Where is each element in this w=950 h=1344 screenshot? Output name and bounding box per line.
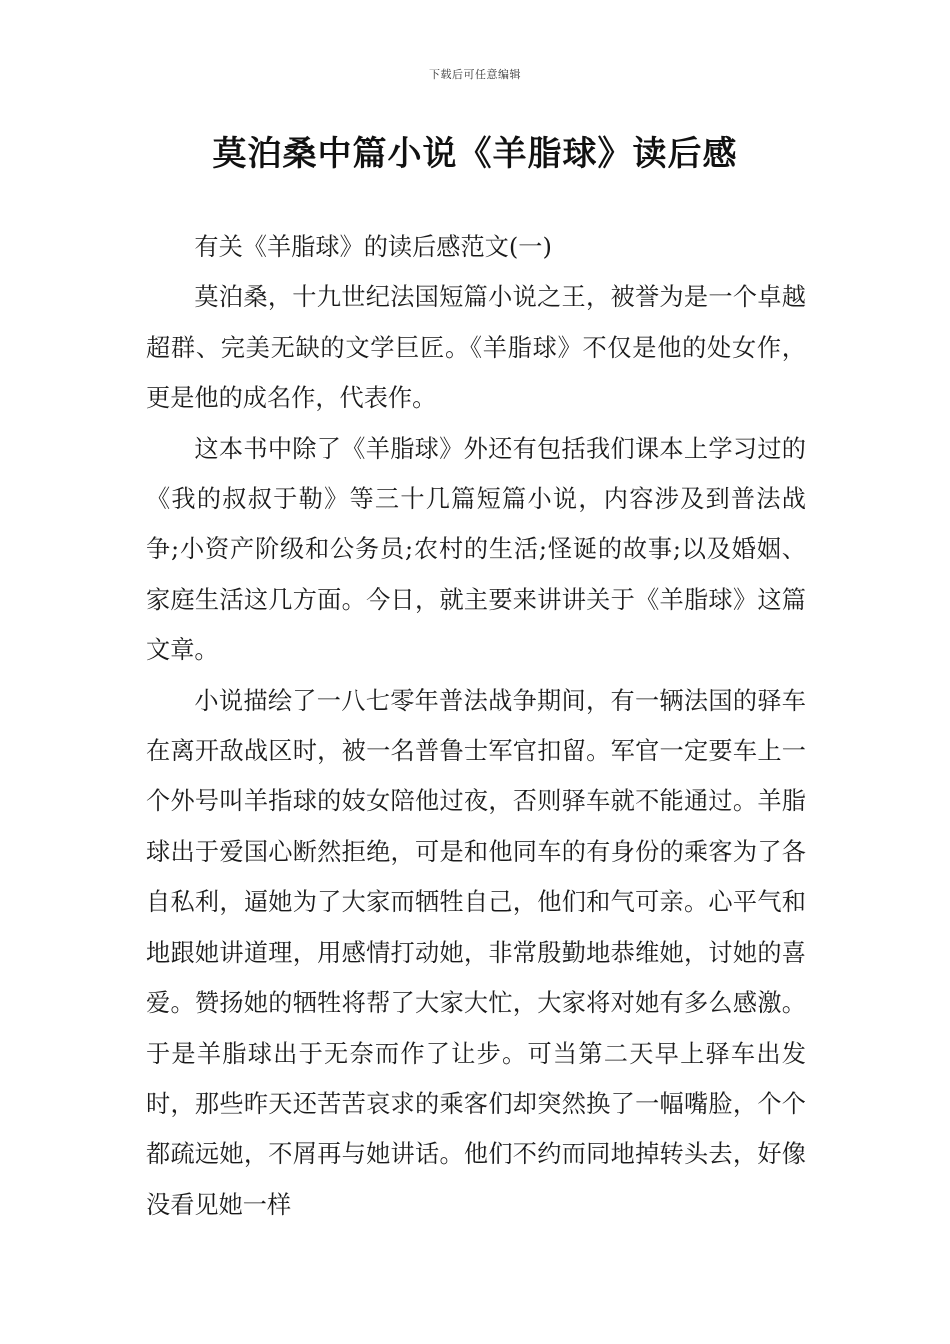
paragraph: 莫泊桑，十九世纪法国短篇小说之王，被誉为是一个卓越超群、完美无缺的文学巨匠。《羊脂球》不仅是他的处女作，更是他的成名作，代表作。: [146, 283, 806, 413]
document-title: 莫泊桑中篇小说《羊脂球》读后感: [212, 134, 738, 174]
paragraph: 小说描绘了一八七零年普法战争期间，有一辆法国的驿车在离开敌战区时，被一名普鲁士军官扣留。军官一定要车上一个外号叫羊指球的妓女陪他过夜，否则驿车就不能通过。羊脂球出于爱国心断然拒绝，可是和他同车的有身份的乘客为了各自私利，逼她为了大家而牺牲自己，他们和气可亲。心平气和地跟她讲道理，用感情打动她，非常殷勤地恭维她，讨她的喜爱。赞扬她的牺牲将帮了大家大忙，大家将对她有多么感激。于是羊脂球出于无奈而作了让步。可当第二天早上驿车出发时，那些昨天还苦苦哀求的乘客们却突然换了一幅嘴脸，个个都疏远她，不屑再与她讲话。他们不约而同地掉转头去，好像没看见她一样: [146, 686, 806, 1219]
document-body: [146, 222, 806, 1230]
paragraph: 这本书中除了《羊脂球》外还有包括我们课本上学习过的《我的叔叔于勒》等三十几篇短篇小说，内容涉及到普法战争;小资产阶级和公务员;农村的生活;怪诞的故事;以及婚姻、家庭生活这几方面。今日，就主要来讲讲关于《羊脂球》这篇文章。: [146, 434, 806, 665]
header-note: 下载后可任意编辑: [429, 68, 521, 81]
paragraph-heading: 有关《羊脂球》的读后感范文(一): [194, 233, 552, 261]
